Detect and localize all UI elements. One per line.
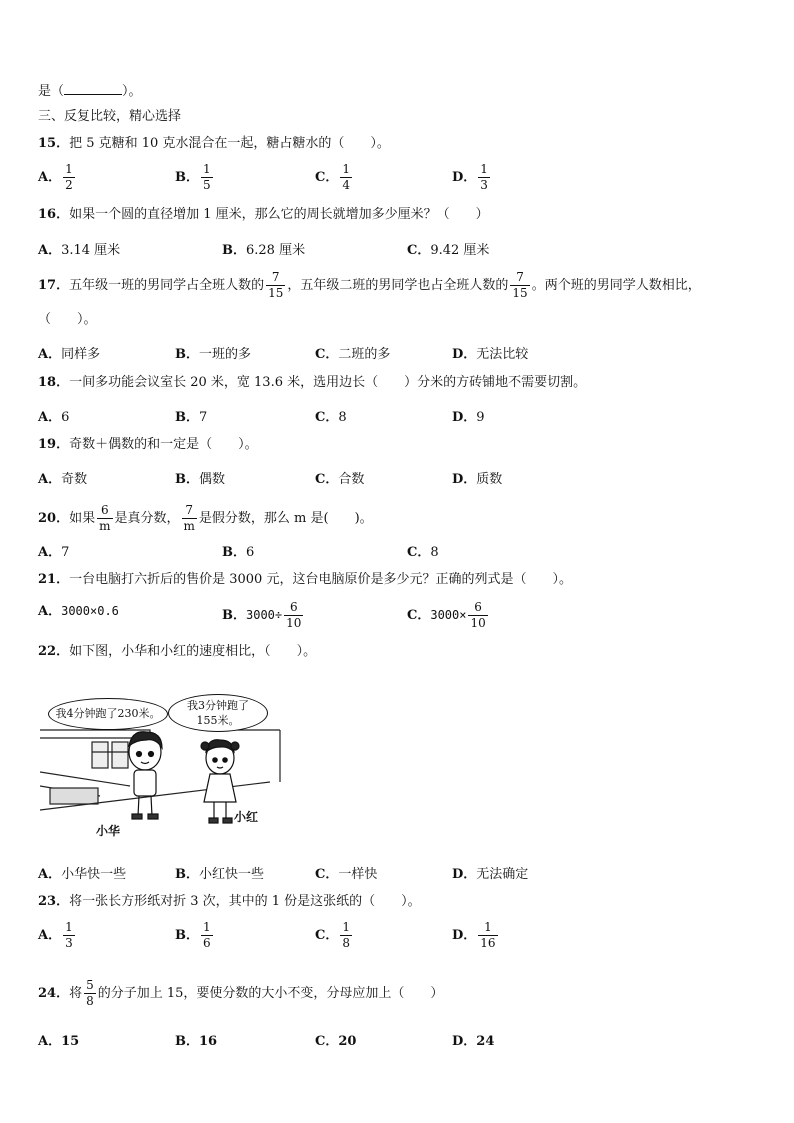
- option-text: 合数: [338, 472, 365, 487]
- question-text: 把 5 克糖和 10 克水混合在一起，糖占糖水的（ ）。: [69, 136, 390, 151]
- option-text: 奇数: [61, 472, 88, 487]
- option-fraction: $\frac{1}{3}$: [480, 162, 488, 192]
- option-fraction: $\frac{1}{6}$: [203, 920, 211, 950]
- question-text: 如下图，小华和小红的速度相比，（ ）。: [69, 644, 317, 659]
- option-text: 16: [199, 1034, 218, 1049]
- q22-option-d[interactable]: [452, 863, 528, 882]
- q17-option-c[interactable]: [315, 343, 390, 362]
- q23-option-b[interactable]: [175, 920, 215, 951]
- q22-option-a[interactable]: [38, 863, 126, 882]
- option-text: 3.14 厘米: [61, 243, 121, 258]
- question-text: 是真分数，: [114, 511, 180, 526]
- question-text: ，五年级二班的男同学也占全班人数的: [287, 278, 509, 293]
- option-letter: D．: [452, 867, 477, 882]
- option-letter: B．: [175, 410, 199, 425]
- option-letter: C．: [315, 410, 339, 425]
- fraction: $\frac{7}{15}$: [512, 270, 528, 300]
- option-text: 9: [476, 410, 485, 425]
- q18-option-b[interactable]: [175, 406, 207, 425]
- question-text: 奇数＋偶数的和一定是（ ）。: [69, 437, 258, 452]
- question-number: 19．: [38, 437, 70, 452]
- question-text: 如果一个圆的直径增加 1 厘米，那么它的周长就增加多少厘米？（ ）: [69, 207, 489, 222]
- option-text: 3000×: [430, 608, 467, 622]
- question-text: 五年级一班的男同学占全班人数的: [69, 278, 265, 293]
- q17-option-a[interactable]: [38, 343, 100, 362]
- option-text: 7: [199, 410, 208, 425]
- option-letter: A．: [38, 867, 62, 882]
- option-text: 15: [61, 1034, 80, 1049]
- question-20: [38, 503, 373, 534]
- question-21: [38, 572, 572, 588]
- q20-option-a[interactable]: [38, 541, 69, 560]
- section-title: 三、反复比较，精心选择: [38, 109, 182, 124]
- label-xiaohong: 小红: [234, 810, 259, 824]
- q24-option-b[interactable]: [175, 1030, 217, 1049]
- prev-question-tail: [38, 82, 142, 100]
- option-text: 3000×0.6: [61, 604, 119, 618]
- question-24: [38, 978, 443, 1009]
- option-fraction: $\frac{1}{4}$: [342, 162, 350, 192]
- q15-option-c[interactable]: [315, 162, 354, 193]
- option-fraction: $\frac{1}{5}$: [203, 162, 211, 192]
- option-letter: A．: [38, 170, 62, 185]
- q18-option-a[interactable]: [38, 406, 69, 425]
- question-18: [38, 375, 586, 391]
- q15-option-a[interactable]: [38, 162, 77, 193]
- option-letter: D．: [452, 347, 477, 362]
- option-text: 3000÷: [246, 608, 283, 622]
- question-22: [38, 644, 316, 660]
- option-letter: A．: [38, 472, 62, 487]
- q19-option-d[interactable]: [452, 468, 502, 487]
- q17-option-d[interactable]: [452, 343, 528, 362]
- q19-option-c[interactable]: [315, 468, 364, 487]
- option-fraction: $\frac{1}{2}$: [65, 162, 73, 192]
- option-letter: C．: [315, 170, 339, 185]
- option-letter: B．: [222, 545, 246, 560]
- question-number: 23．: [38, 894, 70, 909]
- option-letter: D．: [452, 170, 477, 185]
- question-number: 16．: [38, 207, 70, 222]
- fraction: $\frac{6}{m}$: [99, 503, 111, 533]
- option-text: 偶数: [199, 472, 226, 487]
- question-number: 24．: [38, 986, 70, 1001]
- q23-option-c[interactable]: [315, 920, 354, 951]
- q16-option-a[interactable]: [38, 239, 120, 258]
- option-letter: B．: [175, 867, 199, 882]
- speech-bubble-xiaohong: [168, 694, 268, 732]
- option-letter: A．: [38, 410, 62, 425]
- option-letter: D．: [452, 1034, 477, 1049]
- option-text: 一班的多: [199, 347, 252, 362]
- option-fraction: $\frac{1}{16}$: [480, 920, 496, 950]
- question-text: 。两个班的男同学人数相比，: [531, 278, 701, 293]
- option-letter: B．: [175, 1034, 199, 1049]
- option-text: 9.42 厘米: [430, 243, 490, 258]
- option-letter: C．: [315, 347, 339, 362]
- q19-option-b[interactable]: [175, 468, 225, 487]
- option-letter: A．: [38, 604, 62, 619]
- option-text: 一样快: [338, 867, 378, 882]
- q24-option-c[interactable]: [315, 1030, 356, 1049]
- option-text: 质数: [476, 472, 503, 487]
- option-text: 24: [476, 1034, 495, 1049]
- option-letter: A．: [38, 928, 62, 943]
- option-letter: A．: [38, 347, 62, 362]
- option-letter: A．: [38, 243, 62, 258]
- q17-option-b[interactable]: [175, 343, 251, 362]
- question-19: [38, 437, 258, 453]
- fraction: $\frac{7}{15}$: [268, 270, 284, 300]
- bubble-text-line1: 我3分钟跑了: [187, 699, 249, 712]
- question-15: [38, 136, 390, 152]
- q20-option-c[interactable]: [407, 541, 439, 560]
- q22-illustration: [40, 690, 290, 850]
- option-text: 8: [338, 410, 347, 425]
- option-letter: B．: [175, 928, 199, 943]
- q22-option-c[interactable]: [315, 863, 377, 882]
- option-letter: C．: [315, 867, 339, 882]
- fraction: $\frac{7}{m}$: [183, 503, 195, 533]
- question-23: [38, 894, 421, 910]
- q22-option-b[interactable]: [175, 863, 264, 882]
- option-text: 小华快一些: [61, 867, 127, 882]
- option-fraction: $\frac{6}{10}$: [286, 600, 302, 630]
- bubble-text: 我4分钟跑了230米。: [55, 707, 161, 720]
- question-number: 17．: [38, 278, 70, 293]
- option-letter: C．: [315, 928, 339, 943]
- question-number: 20．: [38, 511, 70, 526]
- q21-option-a[interactable]: [38, 600, 119, 619]
- option-text: 无法比较: [476, 347, 529, 362]
- option-text: 小红快一些: [199, 867, 265, 882]
- option-letter: D．: [452, 928, 477, 943]
- q18-option-c[interactable]: [315, 406, 347, 425]
- option-letter: C．: [315, 1034, 339, 1049]
- prev-tail-suffix: ）。: [122, 84, 142, 99]
- option-letter: B．: [175, 170, 199, 185]
- q20-option-b[interactable]: [222, 541, 254, 560]
- option-letter: D．: [452, 410, 477, 425]
- prev-tail-prefix: 是（: [38, 84, 65, 99]
- option-text: 8: [430, 545, 439, 560]
- q24-option-a[interactable]: [38, 1030, 79, 1049]
- question-number: 18．: [38, 375, 70, 390]
- question-text: 如果: [69, 511, 96, 526]
- question-number: 21．: [38, 572, 70, 587]
- option-fraction: $\frac{6}{10}$: [470, 600, 486, 630]
- question-16: [38, 207, 489, 223]
- label-xiaohua: 小华: [96, 824, 121, 838]
- q23-option-d[interactable]: [452, 920, 500, 951]
- option-text: 20: [338, 1034, 357, 1049]
- q19-option-a[interactable]: [38, 468, 87, 487]
- q15-option-b[interactable]: [175, 162, 215, 193]
- q21-option-c[interactable]: [407, 600, 490, 631]
- q16-option-b[interactable]: [222, 239, 305, 258]
- option-text: 二班的多: [338, 347, 391, 362]
- q21-option-b[interactable]: [222, 600, 305, 631]
- question-text: 将一张长方形纸对折 3 次，其中的 1 份是这张纸的（ ）。: [69, 894, 421, 909]
- option-letter: C．: [407, 545, 431, 560]
- option-letter: B．: [222, 608, 246, 623]
- option-letter: C．: [407, 243, 431, 258]
- question-text: 一台电脑打六折后的售价是 3000 元，这台电脑原价是多少元？正确的列式是（ ）。: [69, 572, 572, 587]
- option-text: 6: [246, 545, 255, 560]
- option-letter: B．: [175, 347, 199, 362]
- question-text: 一间多功能会议室长 20 米，宽 13.6 米，选用边长（ ）分米的方砖铺地不需要切割。: [69, 375, 587, 390]
- q15-option-d[interactable]: [452, 162, 492, 193]
- question-17-line2: （ ）。: [38, 312, 97, 327]
- option-text: 6.28 厘米: [246, 243, 306, 258]
- option-letter: A．: [38, 545, 62, 560]
- option-letter: D．: [452, 472, 477, 487]
- option-text: 无法确定: [476, 867, 529, 882]
- question-text: 是假分数，那么 m 是( )。: [198, 511, 373, 526]
- question-number: 22．: [38, 644, 70, 659]
- bubble-text-line2: 155米。: [196, 714, 240, 727]
- option-fraction: $\frac{1}{3}$: [65, 920, 73, 950]
- option-letter: C．: [315, 472, 339, 487]
- option-letter: A．: [38, 1034, 62, 1049]
- option-fraction: $\frac{1}{8}$: [342, 920, 350, 950]
- answer-blank: [64, 82, 122, 95]
- q24-option-d[interactable]: [452, 1030, 494, 1049]
- fraction: $\frac{5}{8}$: [86, 978, 94, 1008]
- option-letter: B．: [175, 472, 199, 487]
- question-text: 的分子加上 15，要使分数的大小不变，分母应加上（ ）: [97, 986, 444, 1001]
- option-letter: B．: [222, 243, 246, 258]
- question-number: 15．: [38, 136, 70, 151]
- option-text: 同样多: [61, 347, 101, 362]
- q16-option-c[interactable]: [407, 239, 489, 258]
- question-17: [38, 270, 701, 301]
- option-text: 6: [61, 410, 70, 425]
- q23-option-a[interactable]: [38, 920, 77, 951]
- question-text: 将: [69, 986, 83, 1001]
- option-letter: C．: [407, 608, 431, 623]
- speech-bubble-xiaohua: [48, 698, 168, 730]
- q18-option-d[interactable]: [452, 406, 485, 425]
- option-text: 7: [61, 545, 70, 560]
